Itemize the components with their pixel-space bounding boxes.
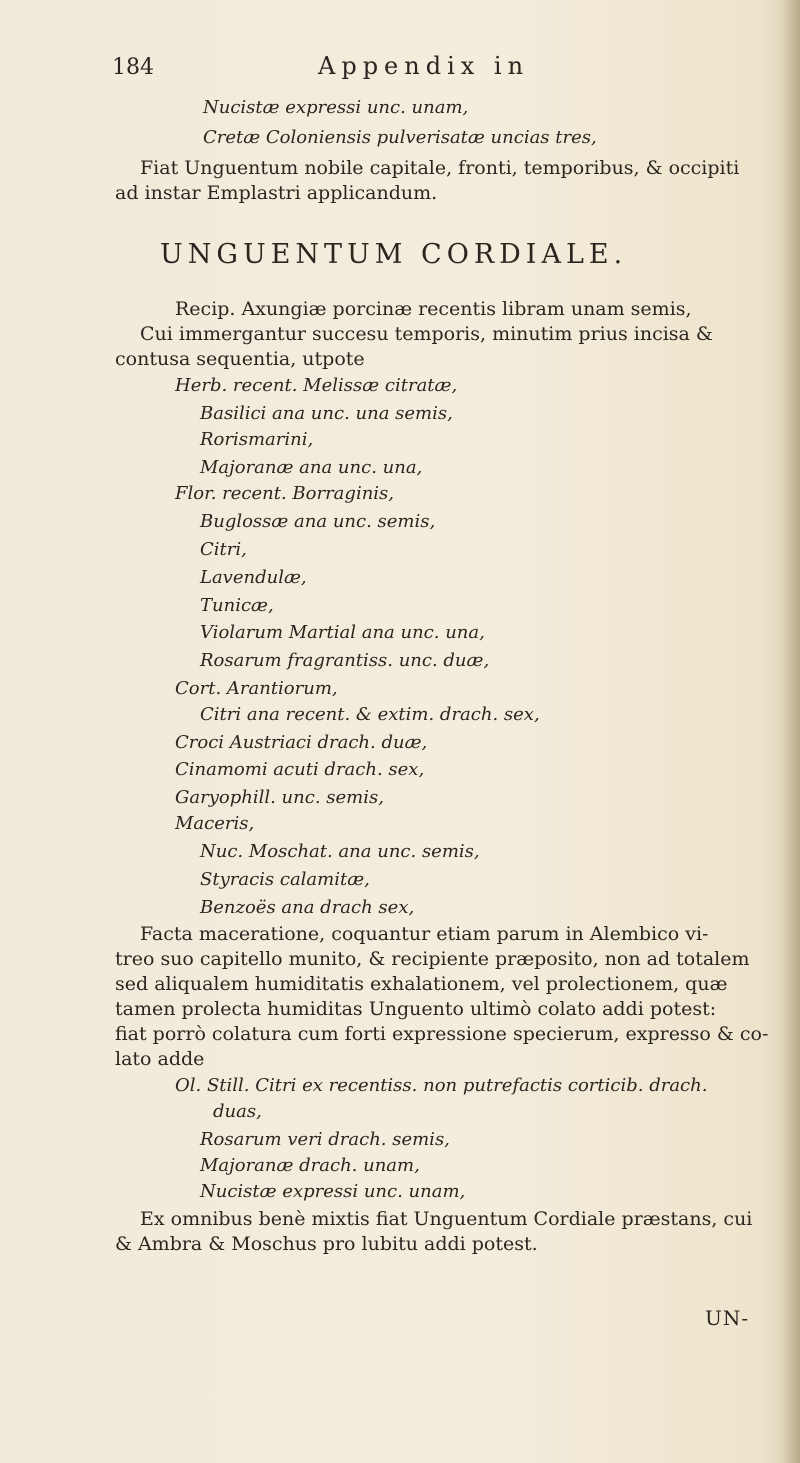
recipe-line: Croci Austriaci drach. duæ, (175, 732, 428, 753)
recipe-line: Citri, (200, 539, 247, 560)
text-line: ad instar Emplastri applicandum. (115, 182, 438, 204)
recipe-line: Nucistæ expressi unc. unam, (203, 97, 469, 118)
text-line: Facta maceratione, coquantur etiam parum in Alembico vi- (140, 923, 709, 945)
recipe-line: Garyophill. unc. semis, (175, 787, 384, 808)
recipe-line: Nuc. Moschat. ana unc. semis, (200, 841, 480, 862)
recipe-line: Styracis calamitæ, (200, 869, 370, 890)
text-line: sed aliqualem humiditatis exhalationem, vel prolectionem, quæ (115, 973, 728, 995)
running-title: Appendix in (318, 52, 530, 80)
recipe-line: Majoranæ drach. unam, (200, 1155, 420, 1176)
page-edge-shadow (782, 0, 800, 1463)
recipe-line: Maceris, (175, 813, 255, 834)
recipe-line: Lavendulæ, (200, 567, 307, 588)
recipe-line: Benzoës ana drach sex, (200, 897, 415, 918)
text-line: treo suo capitello munito, & recipiente præposito, non ad totalem (115, 948, 750, 970)
text-line: tamen prolecta humiditas Unguento ultimò colato addi potest: (115, 998, 717, 1020)
recipe-line: Citri ana recent. & extim. drach. sex, (200, 704, 540, 725)
text-line: Cui immergantur succesu temporis, minutim prius incisa & (140, 323, 713, 345)
recipe-line: Violarum Martial ana unc. una, (200, 622, 485, 643)
page-number: 184 (112, 55, 154, 80)
text-line: & Ambra & Moschus pro lubitu addi potest. (115, 1233, 538, 1255)
recipe-line: duas, (213, 1101, 262, 1122)
text-line: lato adde (115, 1048, 205, 1070)
section-title: UNGUENTUM CORDIALE. (160, 239, 628, 270)
text-line: contusa sequentia, utpote (115, 348, 365, 370)
recipe-line: Rosarum fragrantiss. unc. duæ, (200, 650, 490, 671)
recipe-line: Cort. Arantiorum, (175, 678, 338, 699)
recipe-line: Herb. recent. Melissæ citratæ, (175, 375, 458, 396)
text-line: Recip. Axungiæ porcinæ recentis libram unam semis, (175, 298, 692, 320)
recipe-line: Cretæ Coloniensis pulverisatæ uncias tres, (203, 127, 597, 148)
text-line: Fiat Unguentum nobile capitale, fronti, temporibus, & occipiti (140, 157, 740, 179)
recipe-line: Nucistæ expressi unc. unam, (200, 1181, 466, 1202)
text-line: Ex omnibus benè mixtis fiat Unguentum Cordiale præstans, cui (140, 1208, 753, 1230)
recipe-line: Cinamomi acuti drach. sex, (175, 759, 425, 780)
recipe-line: Tunicæ, (200, 595, 274, 616)
recipe-line: Majoranæ ana unc. una, (200, 457, 423, 478)
recipe-line: Rorismarini, (200, 429, 314, 450)
recipe-line: Rosarum veri drach. semis, (200, 1129, 450, 1150)
text-line: fiat porrò colatura cum forti expressione specierum, expresso & co- (115, 1023, 769, 1045)
recipe-line: Buglossæ ana unc. semis, (200, 511, 436, 532)
recipe-line: Flor. recent. Borraginis, (175, 483, 395, 504)
catchword: UN- (705, 1306, 750, 1330)
recipe-line: Basilici ana unc. una semis, (200, 403, 453, 424)
recipe-line: Ol. Still. Citri ex recentiss. non putrefactis corticib. drach. (175, 1075, 708, 1096)
